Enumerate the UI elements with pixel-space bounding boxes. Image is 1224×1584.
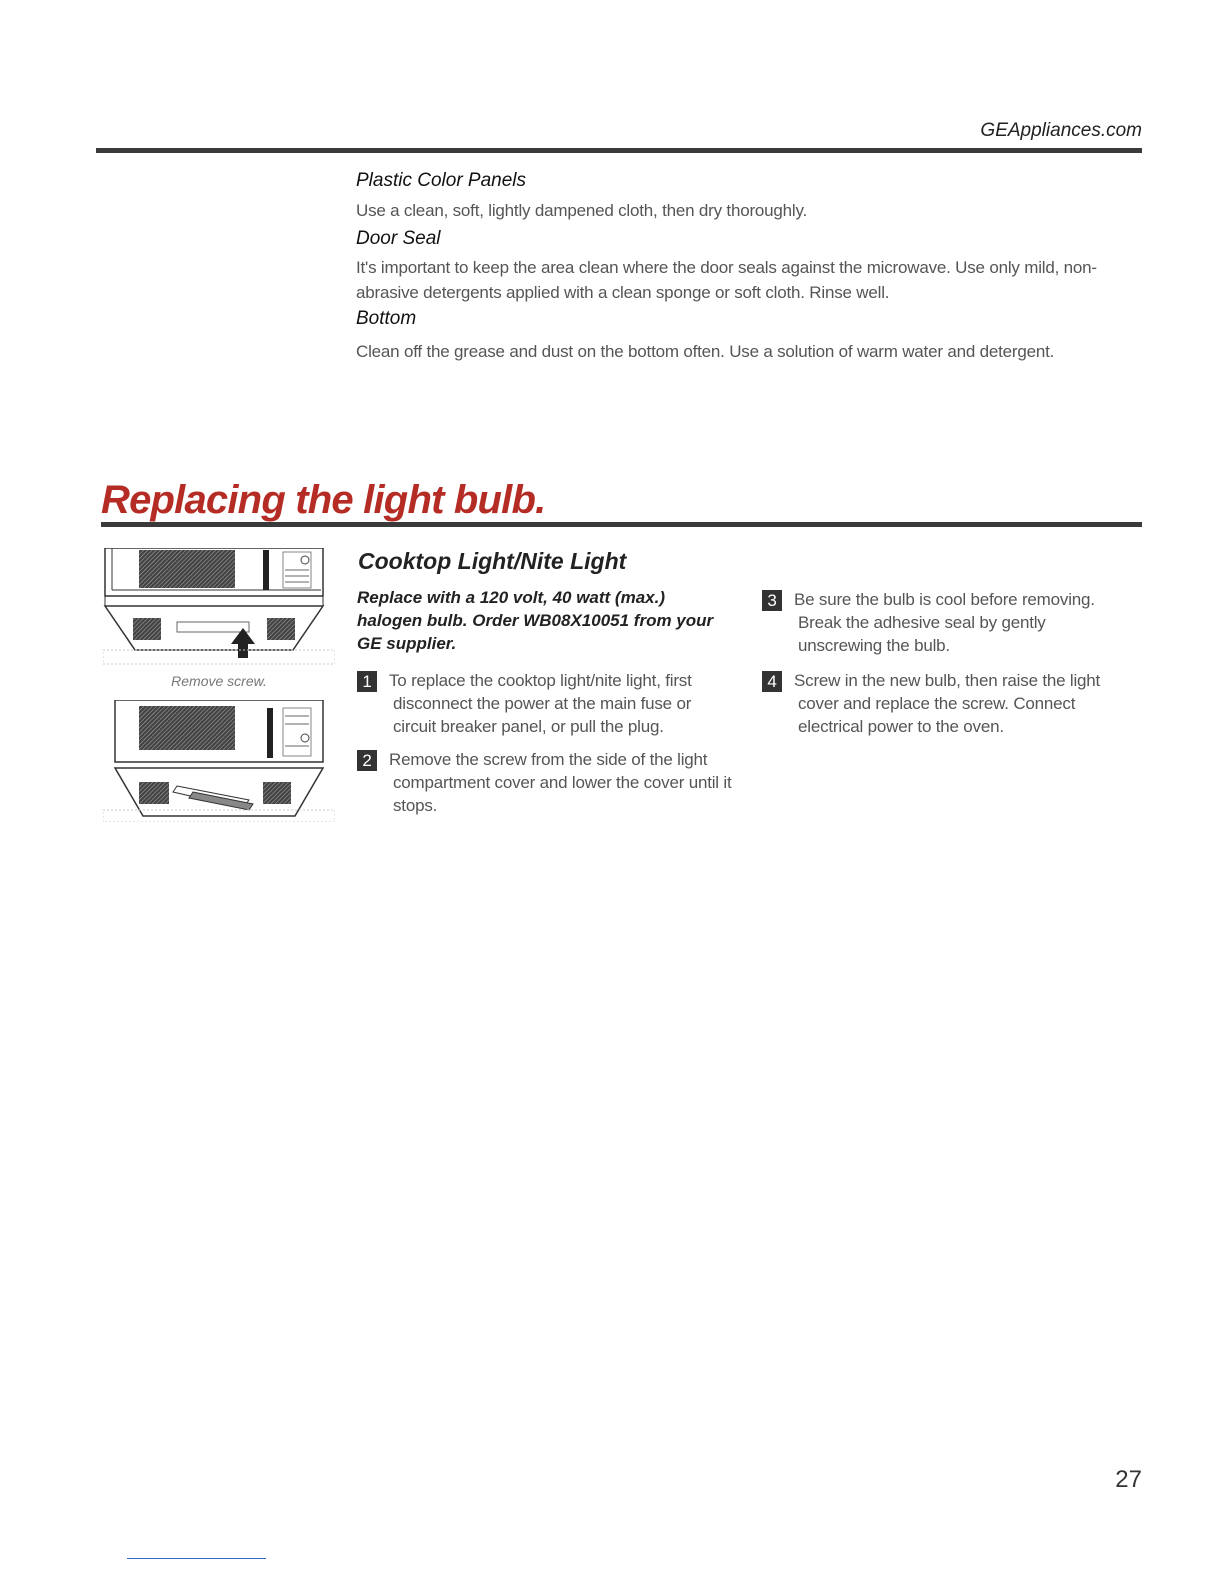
cleaning-door-seal — [356, 228, 1136, 305]
step-item — [762, 588, 1132, 657]
footer-line — [127, 1558, 266, 1559]
step-text: Remove the screw from the side of the light compartment cover and lower the cover until it stops. — [389, 750, 732, 815]
cleaning-plastic-panels — [356, 170, 1136, 223]
step-number: 4 — [762, 671, 782, 692]
step-text: Screw in the new bulb, then raise the light cover and replace the screw. Connect electrical power to the oven. — [794, 671, 1101, 736]
site-url: GEAppliances.com — [980, 120, 1142, 141]
step-number: 2 — [357, 750, 377, 771]
section-title: Replacing the light bulb. — [101, 478, 546, 522]
page-number: 27 — [1115, 1466, 1142, 1493]
step-text: To replace the cooktop light/nite light, first disconnect the power at the main fuse or circuit breaker panel, or pull the plug. — [389, 671, 692, 736]
cleaning-body: It's important to keep the area clean where the door seals against the microwave. Use only mild, non-abrasive detergents applied with a clean sponge or soft cloth. Rinse well. — [356, 258, 1097, 302]
cleaning-bottom — [356, 308, 1136, 364]
step-text: Be sure the bulb is cool before removing. Break the adhesive seal by gently unscrewing the bulb. — [794, 590, 1095, 655]
bulb-replacement-note: Replace with a 120 volt, 40 watt (max.) halogen bulb. Order WB08X10051 from your GE supplier. — [357, 588, 714, 653]
cleaning-body: Clean off the grease and dust on the bottom often. Use a solution of warm water and detergent. — [356, 342, 1055, 361]
cleaning-body: Use a clean, soft, lightly dampened cloth, then dry thoroughly. — [356, 201, 808, 220]
microwave-illustration-closed — [103, 548, 335, 666]
step-item — [762, 669, 1132, 738]
cleaning-heading: Plastic Color Panels — [356, 170, 527, 191]
cleaning-heading: Bottom — [356, 308, 417, 329]
microwave-illustration-open — [103, 700, 335, 822]
step-number: 3 — [762, 590, 782, 611]
step-number: 1 — [357, 671, 377, 692]
cleaning-heading: Door Seal — [356, 228, 441, 249]
header-rule — [96, 148, 1142, 153]
section-rule — [101, 522, 1142, 527]
figure-caption: Remove screw. — [171, 673, 267, 689]
subsection-title: Cooktop Light/Nite Light — [358, 548, 627, 574]
step-item — [357, 748, 732, 817]
step-item — [357, 669, 732, 738]
